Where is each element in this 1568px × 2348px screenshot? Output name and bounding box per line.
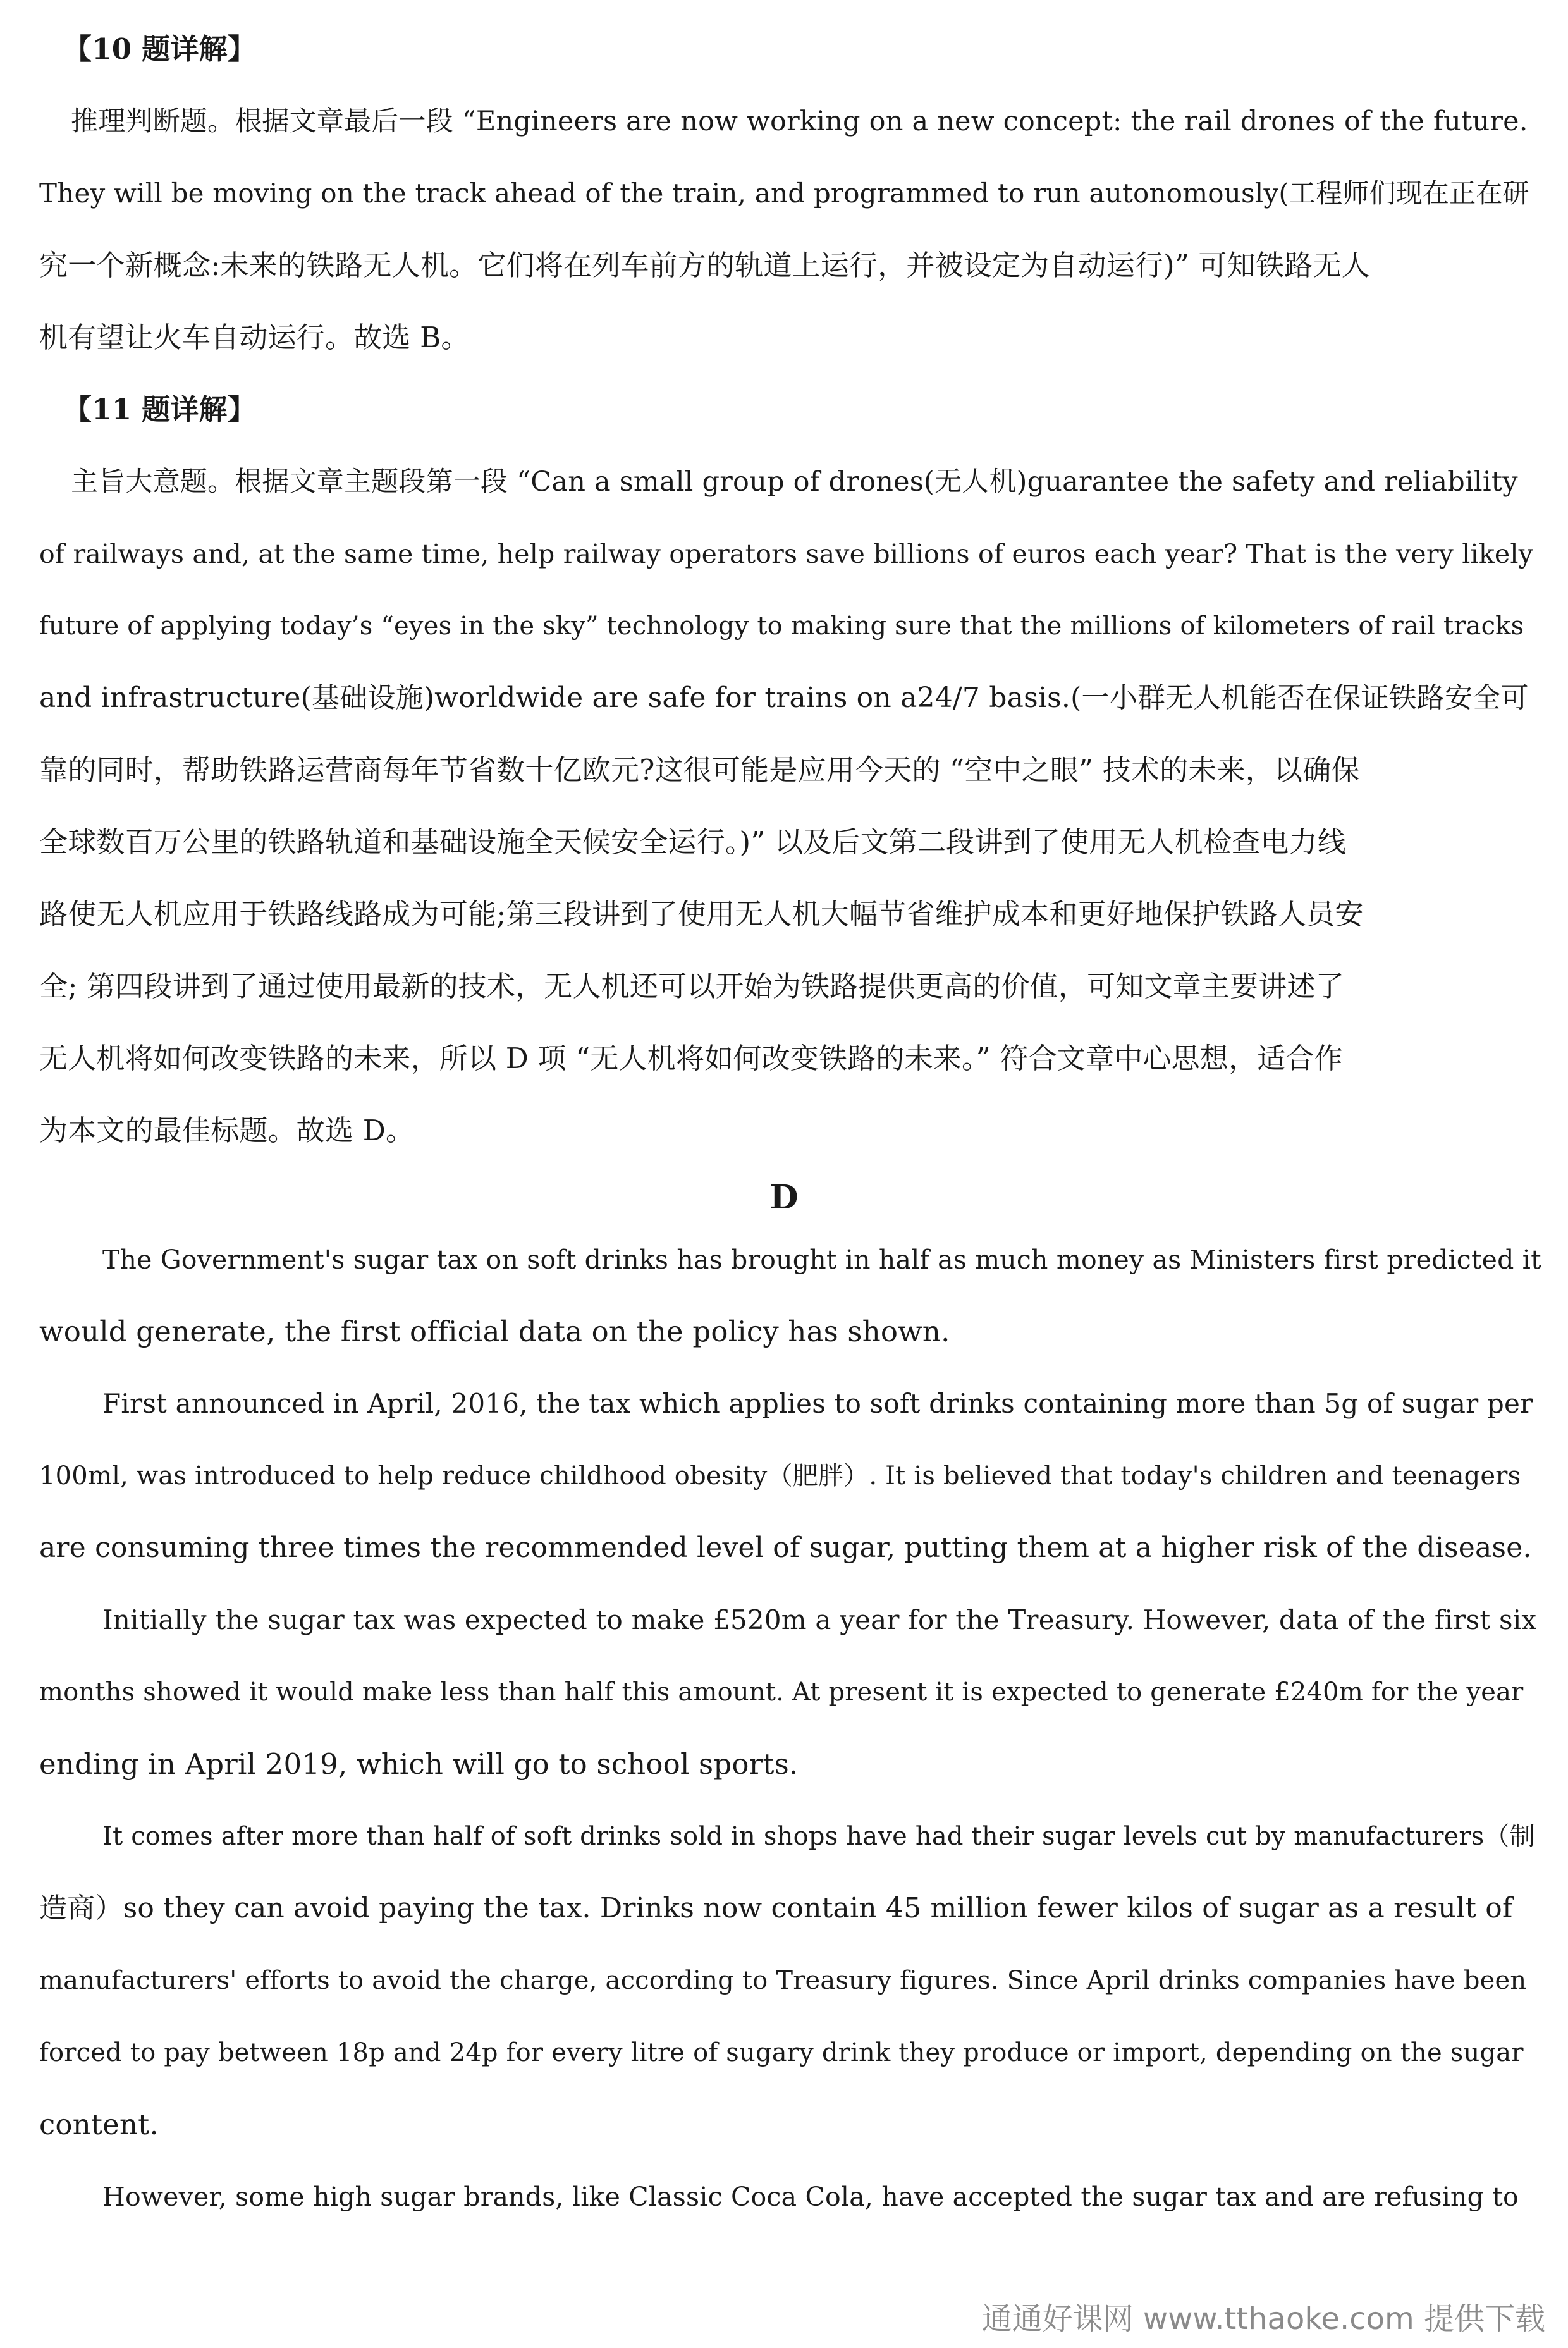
q11-line: of railways and, at the same time, help railway operators save billions of euros each year? That is the very likely <box>39 539 1534 569</box>
q11-line: 无人机将如何改变铁路的未来，所以 D 项 “无人机将如何改变铁路的未来。” 符合文章中心思想，适合作 <box>39 1042 1343 1075</box>
passage-line: are consuming three times the recommended level of sugar, putting them at a higher risk of the disease. <box>39 1532 1532 1564</box>
passage-line: Initially the sugar tax was expected to make £520m a year for the Treasury. However, data of the first six <box>102 1604 1537 1635</box>
passage-line: content. <box>39 2108 159 2141</box>
q11-line: 全; 第四段讲到了通过使用最新的技术，无人机还可以开始为铁路提供更高的价值，可知文章主要讲述了 <box>39 969 1344 1003</box>
passage-line: forced to pay between 18p and 24p for every litre of sugary drink they produce or import, depending on the sugar <box>39 2038 1524 2067</box>
q10-header: 【10 题详解】 <box>63 32 256 66</box>
q10-line: They will be moving on the track ahead of the train, and programmed to run autonomously(工程师们现在正在研 <box>39 178 1529 209</box>
q11-line: 全球数百万公里的铁路轨道和基础设施全天候安全运行。)” 以及后文第二段讲到了使用无人机检查电力线 <box>39 825 1346 859</box>
passage-line: 100ml, was introduced to help reduce childhood obesity（肥胖）. It is believed that today's children and teenagers <box>39 1461 1521 1491</box>
passage-line: First announced in April, 2016, the tax which applies to soft drinks containing more than 5g of sugar per <box>102 1388 1533 1419</box>
footer-watermark: 通通好课网 www.tthaoke.com 提供下载 <box>981 2301 1545 2337</box>
passage-line: 造商）so they can avoid paying the tax. Drinks now contain 45 million fewer kilos of sugar as a result of <box>39 1892 1513 1924</box>
q10-line: 推理判断题。根据文章最后一段 “Engineers are now working on a new concept: the rail drones of the future. <box>71 106 1528 137</box>
q10-line: 究一个新概念:未来的铁路无人机。它们将在列车前方的轨道上运行，并被设定为自动运行)” 可知铁路无人 <box>39 249 1370 282</box>
q11-line: 为本文的最佳标题。故选 D。 <box>39 1114 415 1147</box>
q11-header: 【11 题详解】 <box>63 393 256 426</box>
q11-line: future of applying today’s “eyes in the sky” technology to making sure that the millions of kilometers of rail tracks <box>39 612 1524 641</box>
q10-line: 机有望让火车自动运行。故选 B。 <box>39 321 470 354</box>
passage-line: It comes after more than half of soft drinks sold in shops have had their sugar levels cut by manufacturers（制 <box>102 1822 1535 1851</box>
q11-line: and infrastructure(基础设施)worldwide are safe for trains on a24/7 basis.(一小群无人机能否在保证铁路安全可 <box>39 682 1529 714</box>
passage-line: manufacturers' efforts to avoid the charge, according to Treasury figures. Since April drinks companies have been <box>39 1966 1527 1995</box>
section-title: D <box>769 1178 799 1217</box>
passage-line: However, some high sugar brands, like Classic Coca Cola, have accepted the sugar tax and are refusing to <box>102 2182 1519 2212</box>
passage-line: months showed it would make less than half this amount. At present it is expected to generate £240m for the year <box>39 1678 1524 1707</box>
passage-line: would generate, the first official data on the policy has shown. <box>39 1315 950 1348</box>
passage-line: ending in April 2019, which will go to school sports. <box>39 1747 799 1781</box>
q11-line: 靠的同时，帮助铁路运营商每年节省数十亿欧元?这很可能是应用今天的 “空中之眼” 技术的未来，以确保 <box>39 753 1360 787</box>
passage-line: The Government's sugar tax on soft drinks has brought in half as much money as Ministers first predicted it <box>102 1245 1541 1275</box>
q11-line: 路使无人机应用于铁路线路成为可能;第三段讲到了使用无人机大幅节省维护成本和更好地保护铁路人员安 <box>39 897 1364 931</box>
q11-line: 主旨大意题。根据文章主题段第一段 “Can a small group of drones(无人机)guarantee the safety and reliability <box>71 466 1518 498</box>
